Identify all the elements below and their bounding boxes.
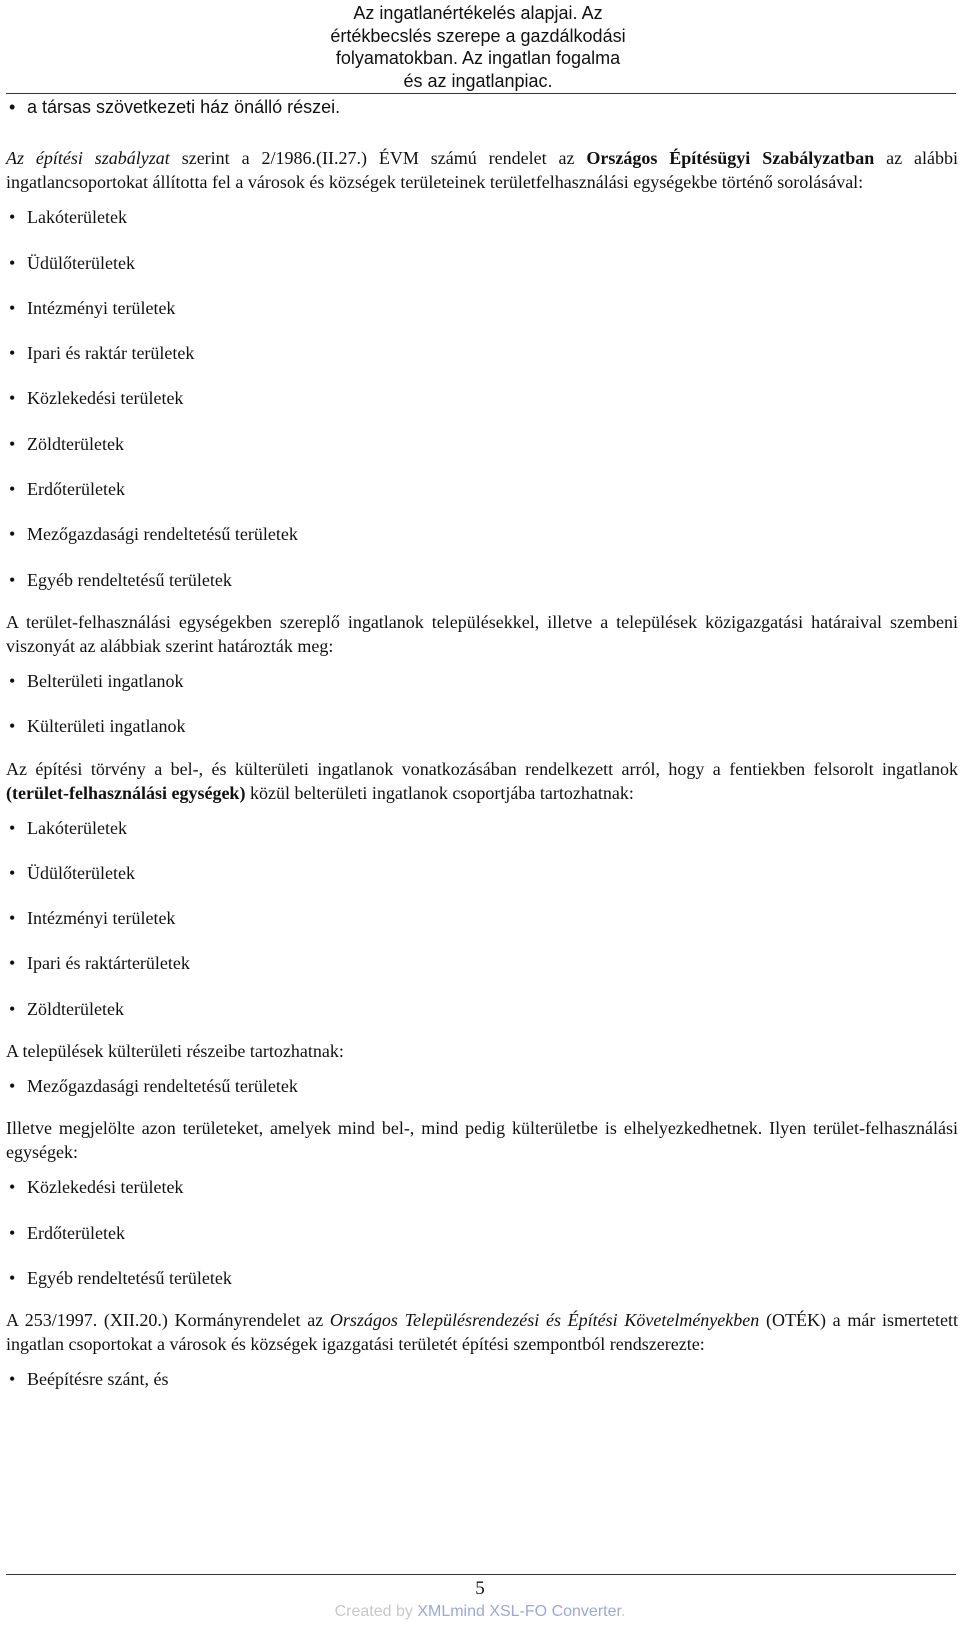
paragraph-text: Az építési törvény a bel-, és külterületi ingatlanok vonatkozásában rendelkezett arról, hogy a fentiekben felsorolt ingatlanok — [6, 758, 958, 779]
paragraph-text: A 253/1997. (XII.20.) Kormányrendelet az — [6, 1310, 330, 1331]
page-number: 5 — [475, 1578, 485, 1599]
list-item: • Egyéb rendeltetésű területek — [6, 568, 958, 613]
paragraph-text: közül belterületi ingatlanok csoportjába tartozhatnak: — [245, 782, 634, 803]
paragraph-text: az alábbi ingatlancsoportokat állította fel a városok és községek területeinek területfelhasználási egységekbe történő sorolásával: — [6, 148, 958, 193]
land-use-list — [6, 205, 958, 613]
emphasis: Országos Településrendezési és Építési Követelményekben — [329, 1310, 760, 1331]
footer-credit-suffix: . — [620, 1603, 626, 1620]
footer-credit — [0, 1602, 960, 1622]
list-item: • Üdülőterületek — [6, 861, 958, 906]
running-header-line: Az ingatlanértékelés alapjai. Az — [353, 3, 603, 23]
list-item: • Lakóterületek — [6, 816, 958, 861]
list-item: • Egyéb rendeltetésű területek — [6, 1266, 958, 1311]
running-header-line: és az ingatlanpiac. — [403, 70, 553, 91]
list-item: • Mezőgazdasági rendeltetésű területek — [6, 1074, 958, 1119]
header-divider — [6, 93, 956, 94]
emphasis-bold: Országos Építésügyi Szabályzatban — [586, 148, 875, 169]
inner-area-list — [6, 816, 958, 1042]
continued-list — [6, 95, 958, 140]
footer-divider — [6, 1574, 956, 1575]
footer-credit-prefix: Created by — [334, 1603, 418, 1620]
otek-list — [6, 1367, 958, 1412]
list-item: • a társas szövetkezeti ház önálló részei. — [6, 95, 958, 140]
area-type-list — [6, 669, 958, 760]
paragraph-otek — [6, 1308, 958, 1356]
list-item: • Zöldterületek — [6, 432, 958, 477]
running-header-line: folyamatokban. Az ingatlan fogalma — [335, 48, 621, 68]
page-content — [6, 95, 958, 1413]
paragraph-mixed-areas: Illetve megjelölte azon területeket, amelyek mind bel-, mind pedig külterületbe is elhelyezkedhetnek. Ilyen terület-felhasználási egységek: — [6, 1118, 958, 1163]
list-item: • Üdülőterületek — [6, 251, 958, 296]
list-item: • Közlekedési területek — [6, 386, 958, 431]
paragraph-text: (OTÉK) a már ismertetett ingatlan csoportokat a városok és községek igazgatási területét építési szempontból rendszerezte: — [6, 1310, 958, 1355]
outer-area-list — [6, 1074, 958, 1119]
list-item: • Zöldterületek — [6, 997, 958, 1042]
mixed-area-list — [6, 1175, 958, 1311]
list-item: • Beépítésre szánt, és — [6, 1367, 958, 1412]
running-header-line: értékbecslés szerepe a gazdálkodási — [330, 25, 626, 46]
emphasis: Az építési szabályzat — [6, 148, 170, 169]
emphasis-bold: (terület-felhasználási egységek) — [6, 782, 246, 803]
list-item: • Ipari és raktár területek — [6, 341, 958, 386]
paragraph-outer-areas: A települések külterületi részeibe tartozhatnak: — [6, 1041, 344, 1062]
list-item: • Ipari és raktárterületek — [6, 951, 958, 996]
list-item: • Erdőterületek — [6, 477, 958, 522]
list-item: • Erdőterületek — [6, 1221, 958, 1266]
paragraph-building-law — [6, 757, 958, 805]
list-item: • Intézményi területek — [6, 296, 958, 341]
paragraph-text: szerint a 2/1986.(II.27.) ÉVM számú rendelet az — [169, 148, 587, 169]
paragraph-building-code — [6, 146, 958, 194]
converter-link[interactable]: XMLmind XSL-FO Converter — [417, 1603, 621, 1620]
list-item: • Belterületi ingatlanok — [6, 669, 958, 714]
list-item: • Lakóterületek — [6, 205, 958, 250]
list-item: • Külterületi ingatlanok — [6, 714, 958, 759]
list-item: • Mezőgazdasági rendeltetésű területek — [6, 522, 958, 567]
list-item: • Intézményi területek — [6, 906, 958, 951]
running-header — [308, 2, 648, 92]
list-item: • Közlekedési területek — [6, 1175, 958, 1220]
paragraph-relation: A terület-felhasználási egységekben szereplő ingatlanok településekkel, illetve a települések közigazgatási határaival szembeni viszonyát az alábbiak szerint határozták meg: — [6, 611, 958, 656]
